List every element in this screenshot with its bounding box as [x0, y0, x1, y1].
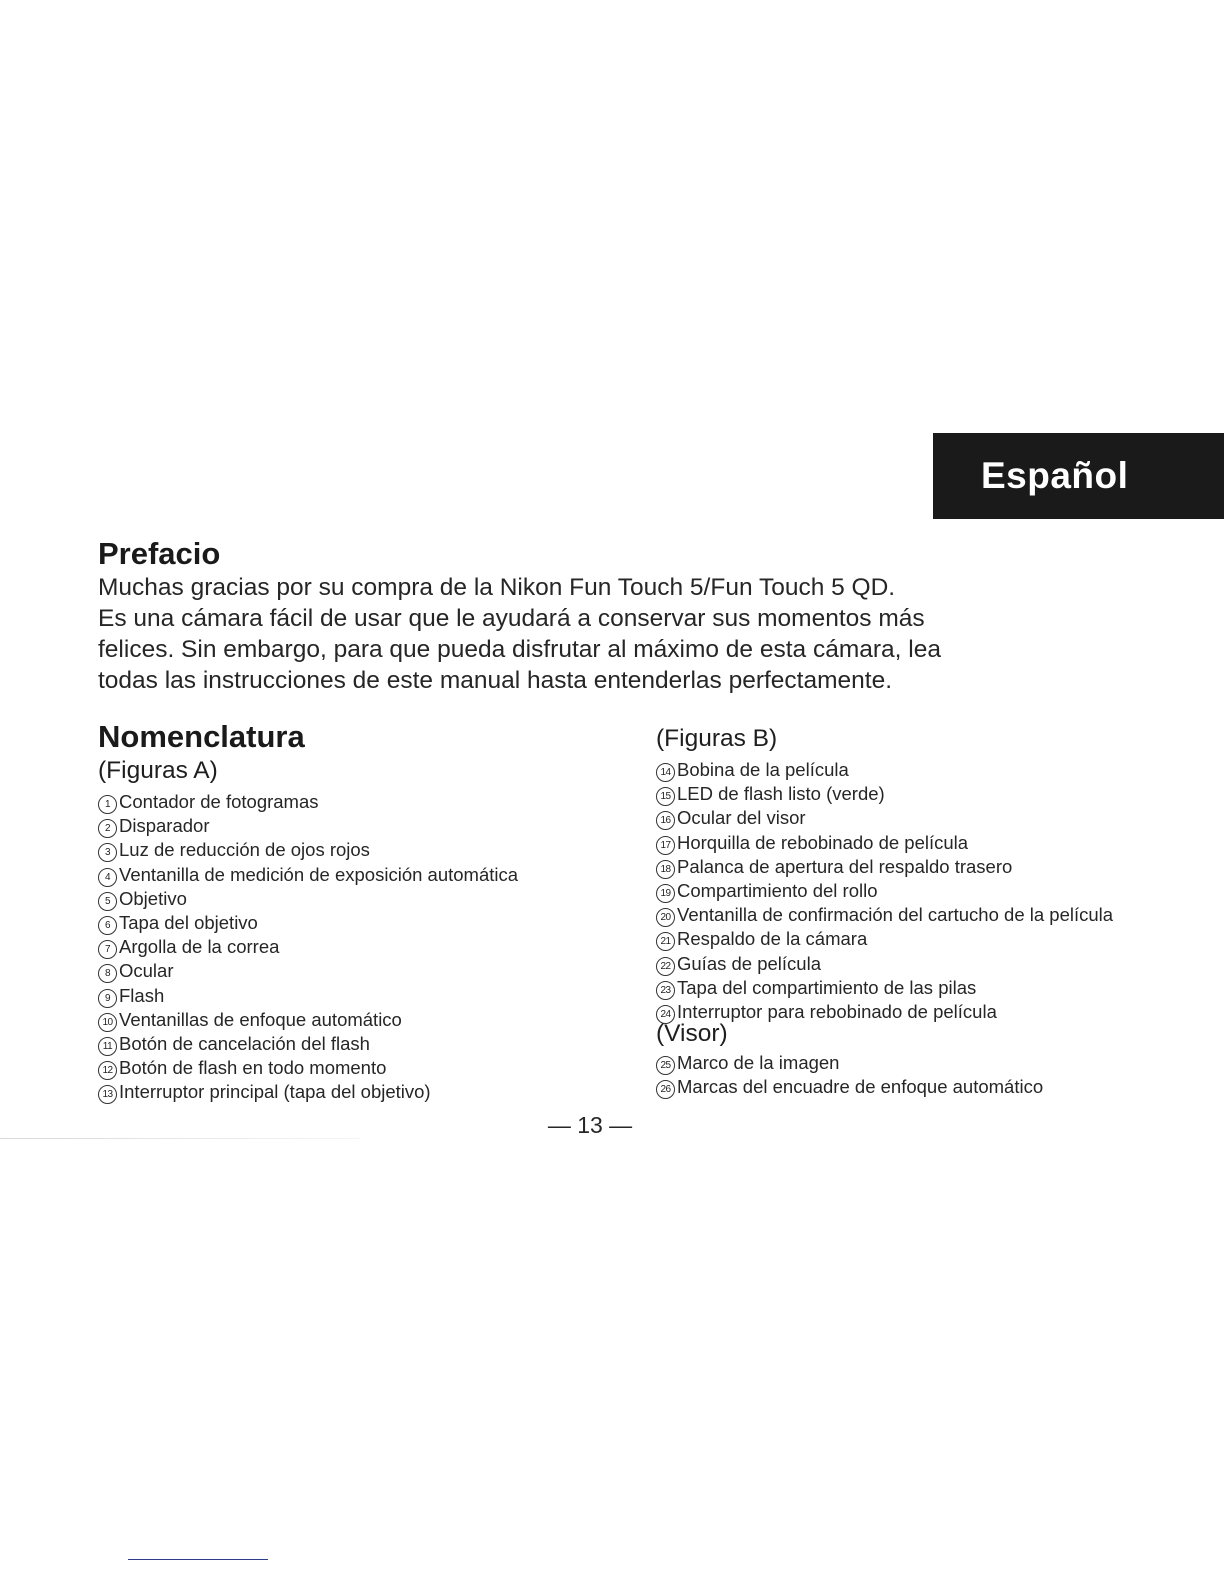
part-label: Contador de fotogramas: [119, 791, 319, 812]
part-label: Interruptor principal (tapa del objetivo): [119, 1081, 431, 1103]
list-item: [98, 911, 518, 935]
part-label: Tapa del objetivo: [119, 911, 258, 933]
list-item: [98, 790, 518, 814]
circled-number: 6: [98, 916, 117, 935]
list-item: [98, 1080, 518, 1104]
preface-line: felices. Sin embargo, para que pueda disfrutar al máximo de esta cámara, lea: [98, 636, 941, 663]
part-label: Guías de película: [677, 952, 821, 974]
list-item: [656, 903, 1113, 927]
part-label: Ventanilla de medición de exposición automática: [119, 863, 519, 885]
list-item: [98, 838, 518, 862]
part-label: Disparador: [119, 815, 210, 837]
part-label: Ocular: [119, 960, 174, 982]
visor-list: [656, 1051, 1043, 1099]
circled-number: 17: [656, 836, 675, 855]
list-item: [98, 935, 518, 959]
part-label: Tapa del compartimiento de las pilas: [677, 976, 977, 998]
part-label: LED de flash listo (verde): [677, 783, 885, 805]
list-item: [656, 855, 1113, 879]
circled-number: 5: [98, 892, 117, 911]
list-item: [98, 1032, 518, 1056]
list-item: [656, 976, 1113, 1000]
part-label: Marco de la imagen: [677, 1052, 840, 1073]
circled-number: 13: [98, 1085, 117, 1104]
circled-number: 16: [656, 811, 675, 830]
figures-b-list: [656, 758, 1113, 1024]
circled-number: 9: [98, 989, 117, 1008]
list-item: [98, 984, 518, 1008]
circled-number: 23: [656, 981, 675, 1000]
list-item: [656, 806, 1113, 830]
language-tab: Español: [933, 433, 1224, 519]
part-label: Ventanilla de confirmación del cartucho de la película: [677, 904, 1114, 926]
visor-heading: (Visor): [656, 1020, 728, 1047]
part-label: Palanca de apertura del respaldo trasero: [677, 855, 1013, 877]
page-number: — 13 —: [547, 1112, 633, 1138]
circled-number: 24: [656, 1005, 675, 1024]
circled-number: 2: [98, 819, 117, 838]
list-item: [656, 952, 1113, 976]
figures-a-heading: (Figuras A): [98, 757, 218, 784]
circled-number: 3: [98, 843, 117, 862]
preface-line: Muchas gracias por su compra de la Nikon Fun Touch 5/Fun Touch 5 QD.: [98, 574, 896, 601]
part-label: Flash: [119, 984, 165, 1006]
circled-number: 7: [98, 940, 117, 959]
list-item: [656, 831, 1113, 855]
circled-number: 18: [656, 860, 675, 879]
list-item: [656, 927, 1113, 951]
part-label: Objetivo: [119, 887, 187, 909]
nomenclature-title: Nomenclatura: [98, 719, 305, 754]
circled-number: 12: [98, 1061, 117, 1080]
list-item: [656, 1075, 1043, 1099]
circled-number: 22: [656, 957, 675, 976]
part-label: Argolla de la correa: [119, 936, 280, 958]
list-item: [98, 1056, 518, 1080]
preface-line: Es una cámara fácil de usar que le ayudará a conservar sus momentos más: [98, 605, 925, 632]
circled-number: 19: [656, 884, 675, 903]
circled-number: 26: [656, 1080, 675, 1099]
divider: [128, 1559, 268, 1560]
part-label: Interruptor para rebobinado de película: [677, 1000, 997, 1022]
circled-number: 25: [656, 1056, 675, 1075]
preface-paragraph: [98, 572, 1098, 696]
part-label: Botón de flash en todo momento: [119, 1057, 387, 1079]
preface-line: todas las instrucciones de este manual hasta entenderlas perfectamente.: [98, 667, 893, 694]
circled-number: 15: [656, 787, 675, 806]
part-label: Horquilla de rebobinado de película: [677, 831, 969, 853]
part-label: Bobina de la película: [677, 759, 849, 780]
list-item: [98, 863, 518, 887]
part-label: Marcas del encuadre de enfoque automático: [677, 1076, 1044, 1098]
circled-number: 21: [656, 932, 675, 951]
circled-number: 11: [98, 1037, 117, 1056]
circled-number: 10: [98, 1013, 117, 1032]
part-label: Respaldo de la cámara: [677, 928, 868, 950]
preface-title: Prefacio: [98, 536, 221, 571]
circled-number: 14: [656, 763, 675, 782]
part-label: Ocular del visor: [677, 807, 806, 829]
part-label: Ventanillas de enfoque automático: [119, 1008, 402, 1030]
list-item: [98, 959, 518, 983]
list-item: [656, 782, 1113, 806]
figures-b-heading: (Figuras B): [656, 725, 778, 752]
list-item: [98, 814, 518, 838]
part-label: Botón de cancelación del flash: [119, 1032, 370, 1054]
list-item: [656, 879, 1113, 903]
circled-number: 8: [98, 964, 117, 983]
list-item: [98, 1008, 518, 1032]
part-label: Compartimiento del rollo: [677, 879, 878, 901]
circled-number: 4: [98, 868, 117, 887]
figures-a-list: [98, 790, 518, 1104]
circled-number: 1: [98, 795, 117, 814]
list-item: [98, 887, 518, 911]
list-item: [656, 1051, 1043, 1075]
circled-number: 20: [656, 908, 675, 927]
part-label: Luz de reducción de ojos rojos: [119, 839, 370, 861]
list-item: [656, 758, 1113, 782]
